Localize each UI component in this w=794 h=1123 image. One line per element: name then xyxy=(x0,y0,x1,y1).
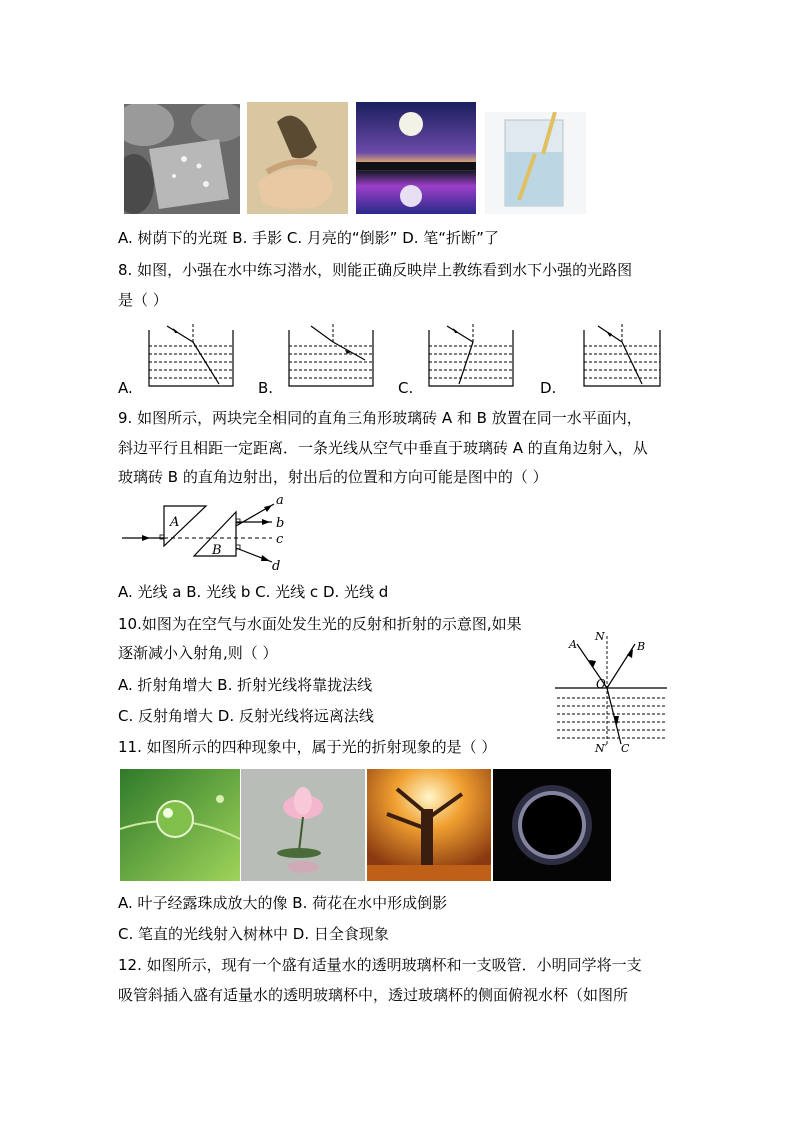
bent-pencil-in-glass-photo xyxy=(485,112,586,214)
q12-stem-line2: 吸管斜插入盛有适量水的透明玻璃杯中，透过玻璃杯的侧面俯视水杯（如图所 xyxy=(118,986,629,1004)
q10-label-a: A xyxy=(569,638,577,651)
q11-stem: 11. 如图所示的四种现象中，属于光的折射现象的是（ ） xyxy=(118,738,497,756)
q8-option-d-label: D. xyxy=(540,379,557,397)
q8-stem-line2: 是（ ） xyxy=(118,291,168,309)
lotus-reflection-photo xyxy=(241,769,365,881)
q9-stem-line2: 斜边平行且相距一定距离．一条光线从空气中垂直于玻璃砖 A 的直角边射入，从 xyxy=(118,439,648,457)
q8-diagram-b xyxy=(285,322,380,390)
q9-ray-a-label: a xyxy=(276,493,284,508)
q8-option-a-label: A. xyxy=(118,379,133,397)
q10-stem-line1: 10.如图为在空气与水面处发生光的反射和折射的示意图,如果 xyxy=(118,615,522,633)
q9-options: A. 光线 a B. 光线 b C. 光线 c D. 光线 d xyxy=(118,583,389,601)
moon-reflection-photo xyxy=(356,102,476,214)
q12-stem-line1: 12. 如图所示，现有一个盛有适量水的透明玻璃杯和一支吸管．小明同学将一支 xyxy=(118,956,642,974)
q9-prism-a-label: A xyxy=(170,515,180,530)
q10-stem-line2: 逐渐减小入射角,则（ ） xyxy=(118,644,278,662)
q10-label-c: C xyxy=(621,742,630,753)
q10-option-line1: A. 折射角增大 B. 折射光线将靠拢法线 xyxy=(118,676,373,694)
q9-prism-b-label: B xyxy=(212,543,222,558)
q10-label-b: B xyxy=(637,640,646,653)
q9-stem-line1: 9. 如图所示，两块完全相同的直角三角形玻璃砖 A 和 B 放置在同一水平面内， xyxy=(118,409,642,427)
q10-label-n-prime: N′ xyxy=(595,742,608,753)
dewdrop-on-leaf-photo xyxy=(120,769,240,881)
q10-reflection-refraction-diagram xyxy=(555,628,670,753)
q8-diagram-d xyxy=(580,322,665,390)
q8-option-c-label: C. xyxy=(398,379,414,397)
q8-stem-line1: 8. 如图，小强在水中练习潜水，则能正确反映岸上教练看到水下小强的光路图 xyxy=(118,261,633,279)
q10-label-n: N xyxy=(595,630,605,643)
q9-ray-d-label: d xyxy=(272,559,281,574)
total-solar-eclipse-photo xyxy=(493,769,611,881)
q11-option-line2: C. 笔直的光线射入树林中 D. 日全食现象 xyxy=(118,925,389,943)
q9-stem-line3: 玻璃砖 B 的直角边射出，射出后的位置和方向可能是图中的（ ） xyxy=(118,468,548,486)
q9-ray-c-label: c xyxy=(276,532,284,547)
q9-prism-diagram xyxy=(122,492,292,574)
tree-shade-light-spot-photo xyxy=(124,104,240,214)
q8-diagram-a xyxy=(145,322,240,390)
q8-option-b-label: B. xyxy=(258,379,274,397)
q8-diagram-c xyxy=(425,322,520,390)
q10-label-o: O xyxy=(596,677,606,691)
hand-shadow-photo xyxy=(247,102,348,214)
sunlight-through-trees-photo xyxy=(367,769,491,881)
q7-options: A. 树荫下的光斑 B. 手影 C. 月亮的“倒影” D. 笔“折断”了 xyxy=(118,229,499,247)
q10-option-line2: C. 反射角增大 D. 反射光线将远离法线 xyxy=(118,707,374,725)
q9-ray-b-label: b xyxy=(276,516,285,531)
q11-option-line1: A. 叶子经露珠成放大的像 B. 荷花在水中形成倒影 xyxy=(118,894,448,912)
